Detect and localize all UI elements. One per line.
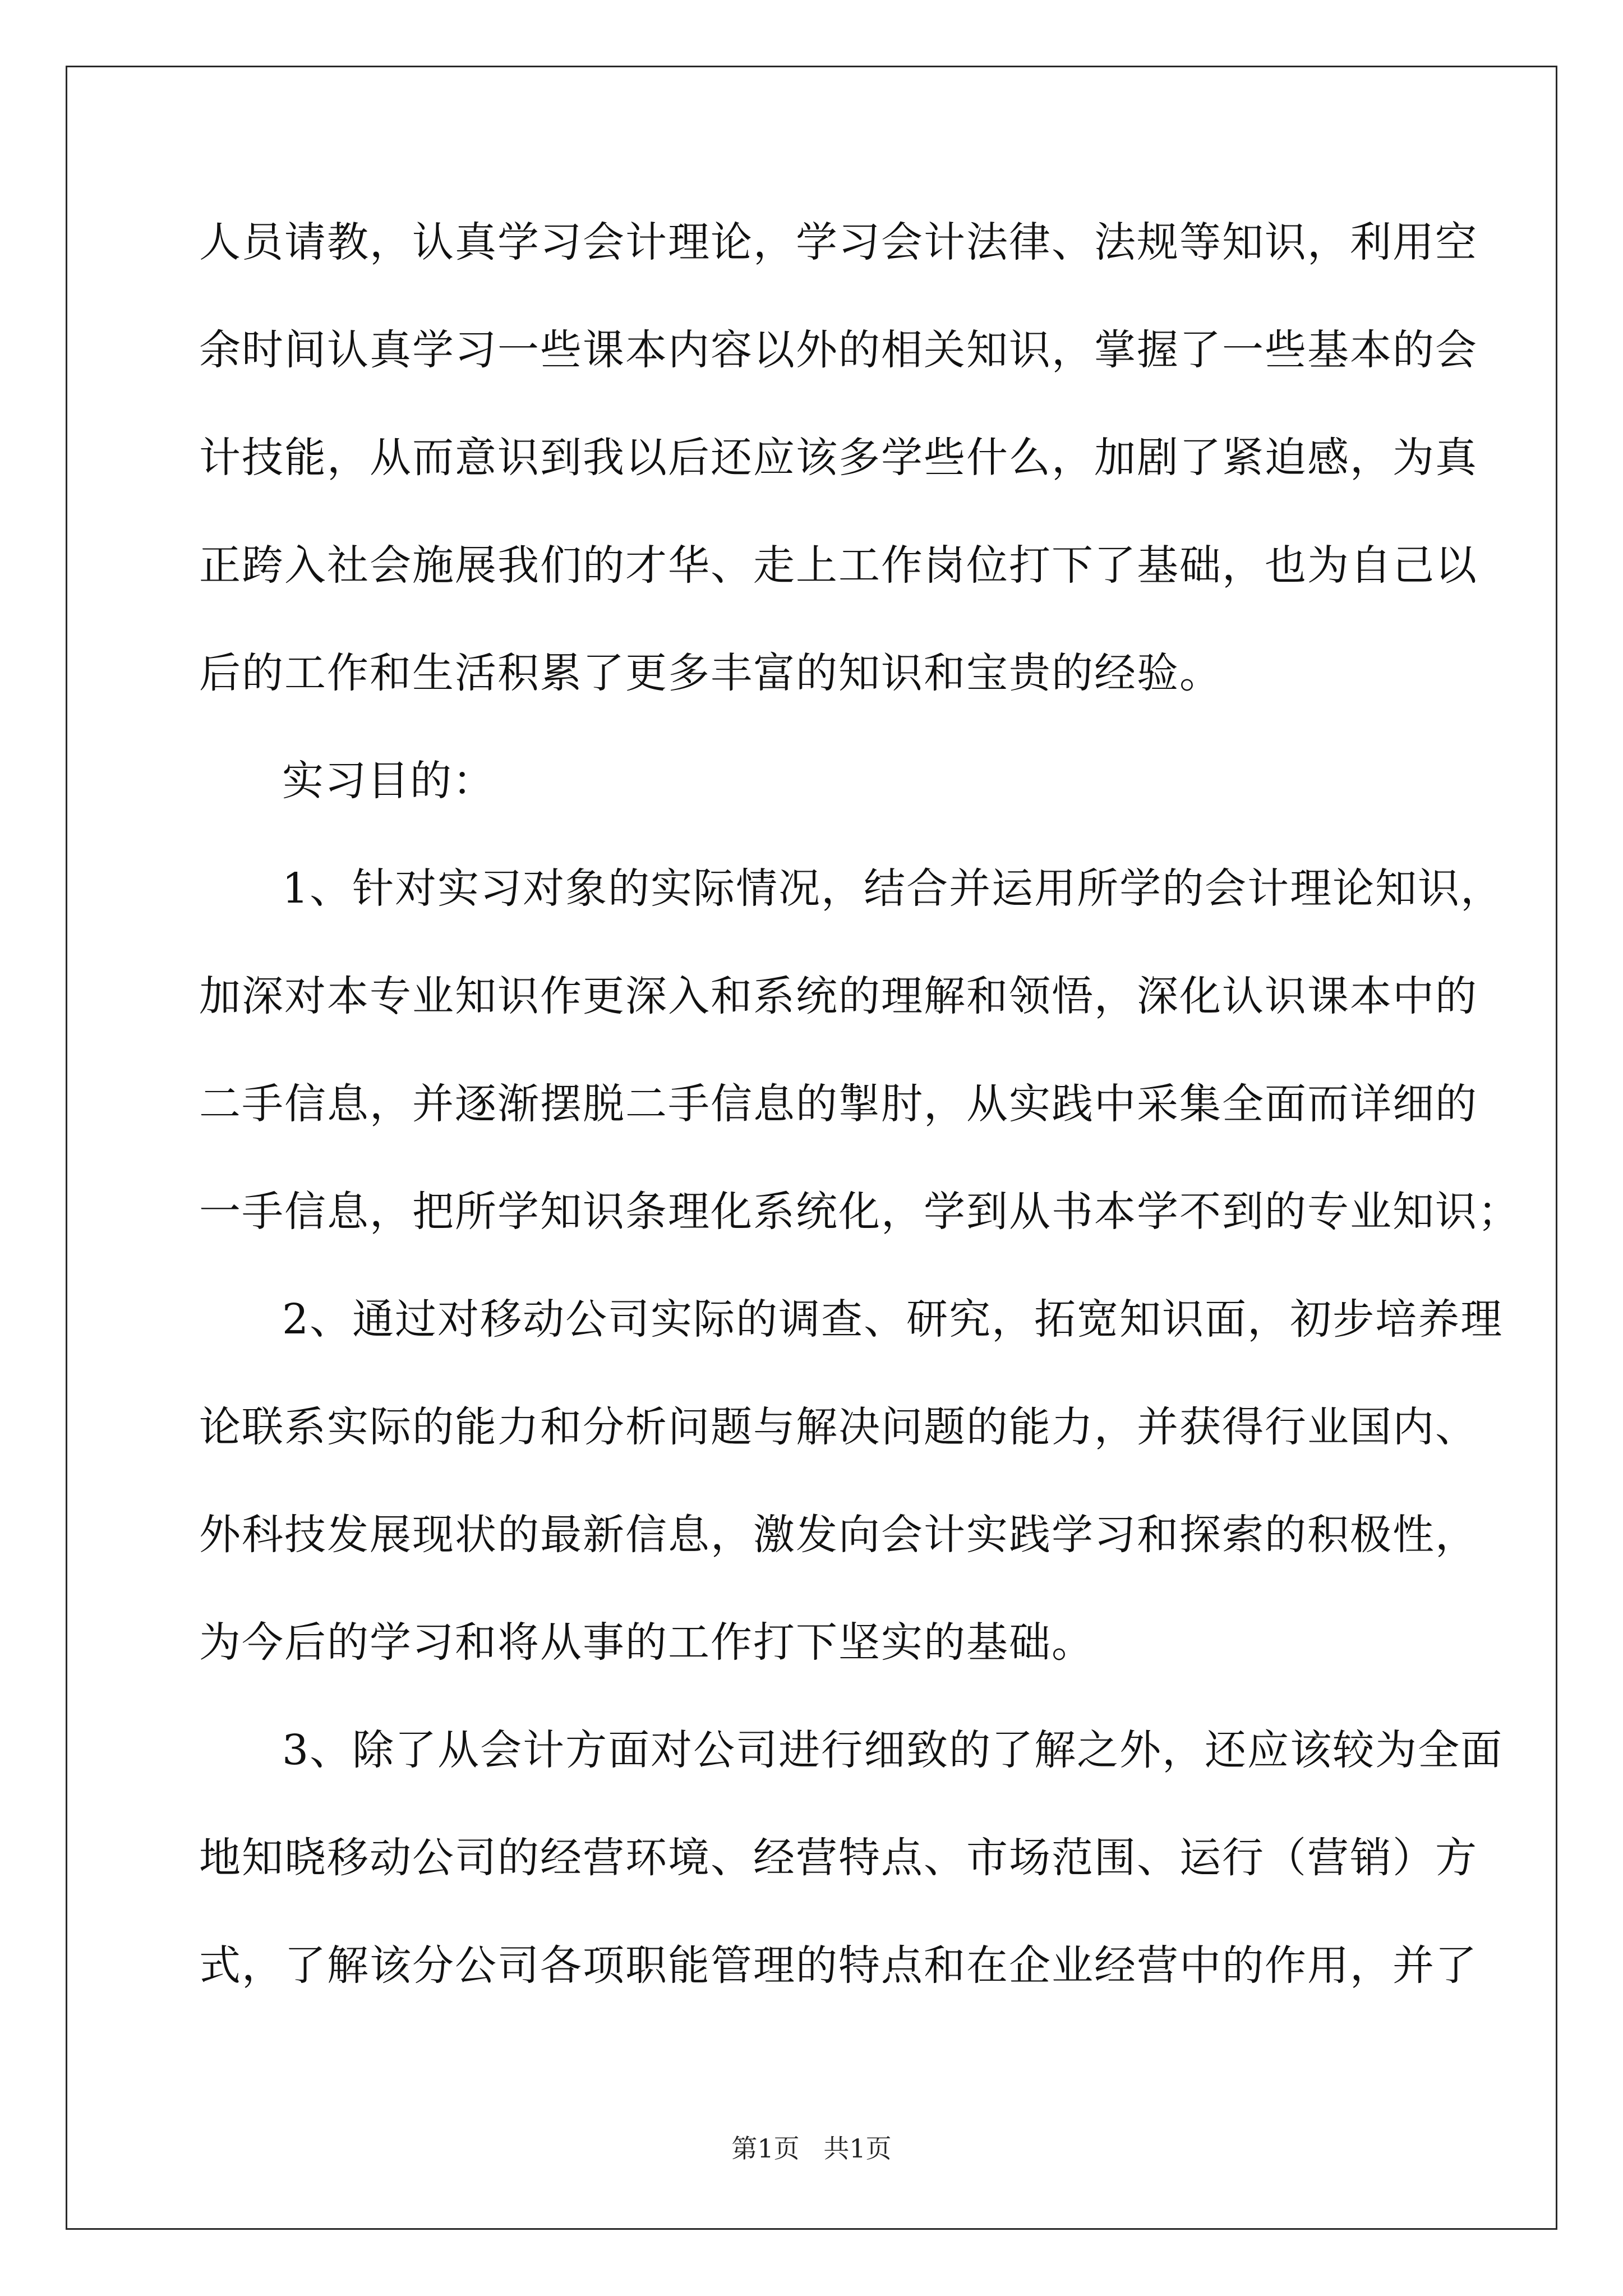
list-item-3-line: 3、除了从会计方面对公司进行细致的了解之外，还应该较为全面 [282,1726,1504,1774]
list-item-3-line: 式，了解该分公司各项职能管理的特点和在企业经营中的作用，并了 [199,1941,1478,1990]
paragraph-line: 后的工作和生活积累了更多丰富的知识和宝贵的经验。 [199,649,1222,697]
list-item-2-line: 为今后的学习和将从事的工作打下坚实的基础。 [199,1618,1094,1667]
list-item-2-line: 论联系实际的能力和分析问题与解决问题的能力，并获得行业国内、 [199,1403,1478,1451]
page-total: 共1页 [823,2133,892,2164]
page-footer [0,2132,1623,2165]
section-heading: 实习目的： [282,757,495,805]
paragraph-line: 人员请教，认真学习会计理论，学习会计法律、法规等知识，利用空 [199,218,1478,266]
list-item-1-line: 二手信息，并逐渐摆脱二手信息的掣肘，从实践中采集全面而详细的 [199,1080,1478,1128]
list-item-1-line: 加深对本专业知识作更深入和系统的理解和领悟，深化认识课本中的 [199,972,1478,1020]
list-item-1-line: 1、针对实习对象的实际情况，结合并运用所学的会计理论知识， [282,864,1504,913]
list-item-2-line: 2、通过对移动公司实际的调查、研究，拓宽知识面，初步培养理 [282,1295,1504,1343]
paragraph-line: 余时间认真学习一些课本内容以外的相关知识，掌握了一些基本的会 [199,326,1478,374]
list-item-2-line: 外科技发展现状的最新信息，激发向会计实践学习和探索的积极性， [199,1511,1478,1559]
list-item-3-line: 地知晓移动公司的经营环境、经营特点、市场范围、运行（营销）方 [199,1834,1478,1882]
list-item-1-line: 一手信息，把所学知识条理化系统化，学到从书本学不到的专业知识； [199,1188,1520,1236]
page-number: 第1页 [731,2133,800,2164]
paragraph-line: 计技能，从而意识到我以后还应该多学些什么，加剧了紧迫感，为真 [199,434,1478,482]
document-body [199,209,1520,2040]
paragraph-line: 正跨入社会施展我们的才华、走上工作岗位打下了基础，也为自己以 [199,541,1478,590]
